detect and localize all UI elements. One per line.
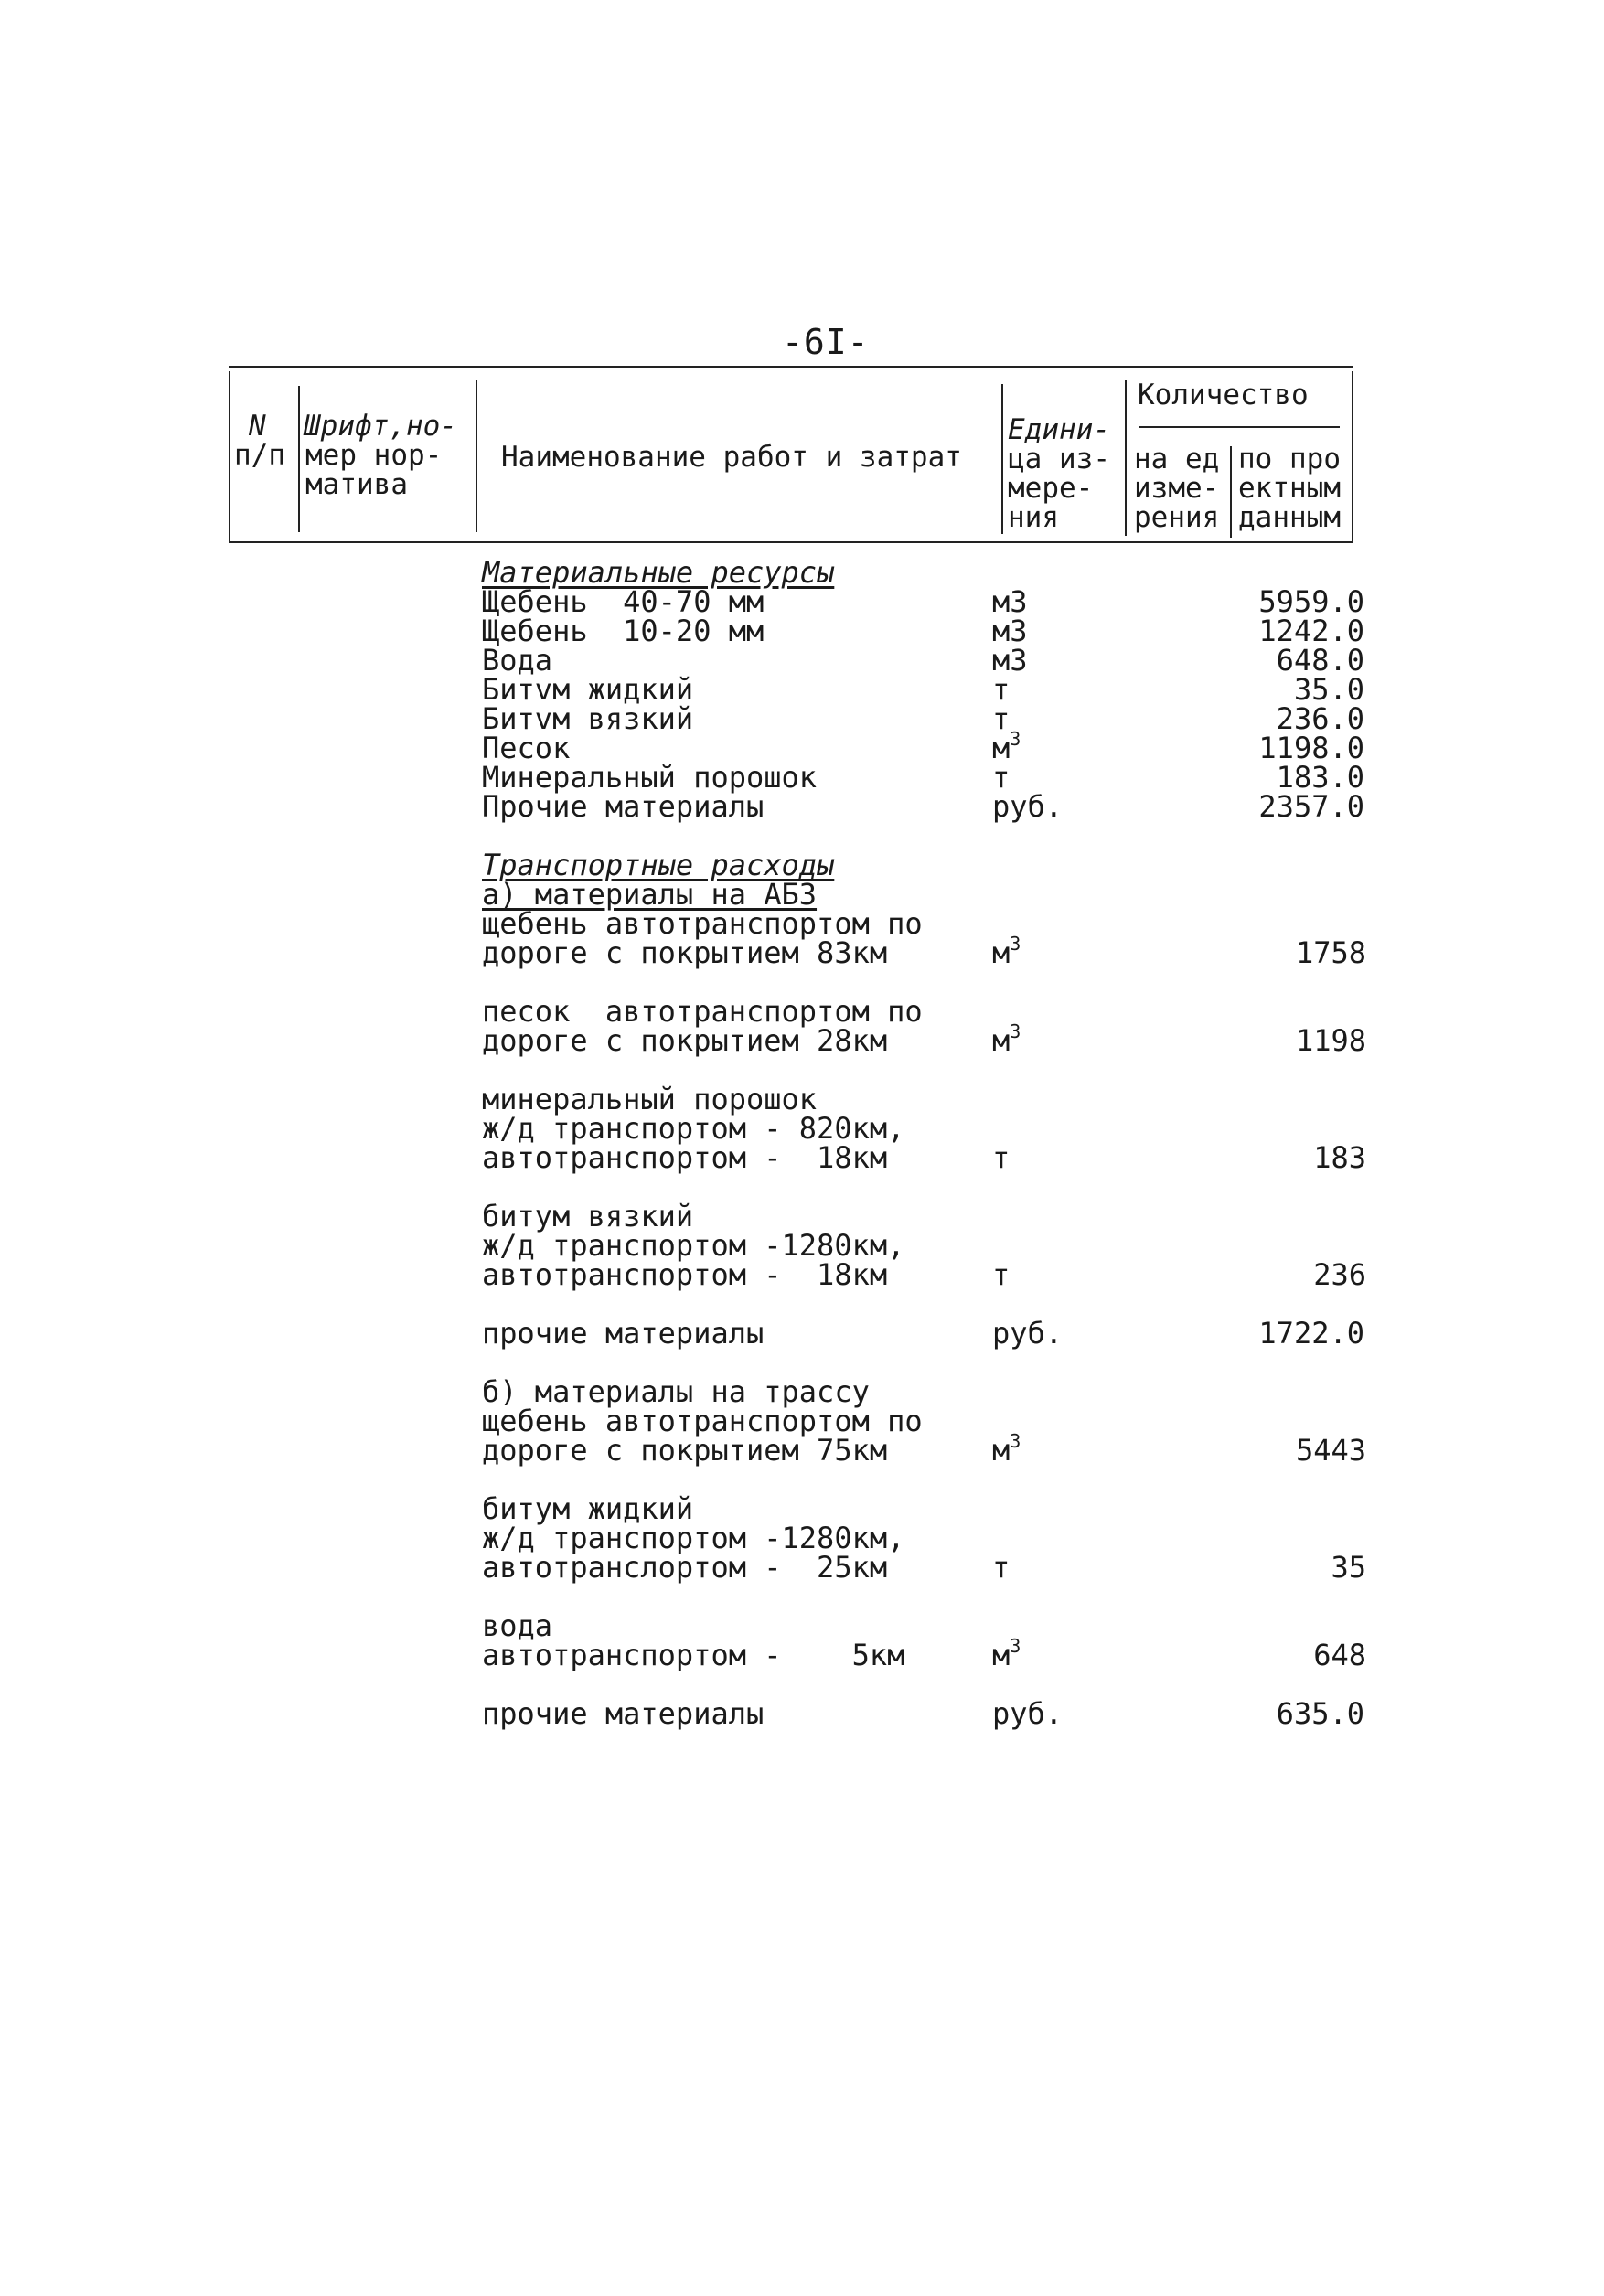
page-number: -6I- bbox=[782, 322, 870, 362]
transport-item-unit bbox=[992, 1635, 1021, 1672]
header-col-qty-per-unit: рения bbox=[1134, 501, 1220, 534]
header-col-num: п/п bbox=[234, 439, 285, 472]
transport-item-line: дороге с покрытием 28км bbox=[482, 1023, 888, 1058]
transport-item-line: щебень автотранспортом по bbox=[482, 1404, 923, 1438]
transport-subsection-b: б) материалы на трассу bbox=[482, 1374, 870, 1409]
transport-item-line: ж/д транспортом -1280км, bbox=[482, 1228, 905, 1263]
transport-item-line: автотранспортом - 5км bbox=[482, 1638, 905, 1672]
header-col-code: матива bbox=[305, 468, 408, 501]
transport-item-line: ж/д транспортом -1280км, bbox=[482, 1521, 905, 1555]
material-name: Минеральный порошок bbox=[482, 760, 818, 795]
transport-item-line: минеральный порошок bbox=[482, 1082, 818, 1116]
header-col-qty: Количество bbox=[1138, 379, 1309, 411]
material-name: Песок bbox=[482, 731, 571, 765]
unit-text: м bbox=[992, 1638, 1011, 1672]
transport-item-line: ж/д транспортом - 820км, bbox=[482, 1111, 905, 1146]
transport-item-line: прочие материалы bbox=[482, 1316, 765, 1351]
material-qty: 2357.0 bbox=[1258, 789, 1364, 824]
material-qty: 1242.0 bbox=[1258, 614, 1364, 648]
unit-text: м bbox=[992, 1023, 1011, 1058]
transport-item-line: автотранспортом - 18км bbox=[482, 1140, 888, 1175]
transport-item-qty: 35 bbox=[1331, 1550, 1366, 1585]
material-qty: 1198.0 bbox=[1258, 731, 1364, 765]
unit-superscript: 3 bbox=[1010, 1430, 1021, 1452]
header-col-unit: ца из- bbox=[1008, 443, 1110, 475]
material-unit: руб. bbox=[992, 789, 1064, 824]
material-qty: 5959.0 bbox=[1258, 584, 1364, 619]
transport-item-line: щебень автотранспортом по bbox=[482, 906, 923, 941]
unit-text: м bbox=[992, 935, 1011, 970]
transport-item-qty: 236 bbox=[1313, 1257, 1366, 1292]
transport-item-qty: 1722.0 bbox=[1258, 1316, 1364, 1351]
transport-item-unit: т bbox=[992, 1550, 1011, 1585]
transport-item-qty: 183 bbox=[1313, 1140, 1366, 1175]
transport-item-line: автотранспортом - 18км bbox=[482, 1257, 888, 1292]
material-qty: 648.0 bbox=[1276, 643, 1364, 678]
header-col-code: мер нор- bbox=[305, 439, 443, 472]
header-col-unit: мере- bbox=[1008, 472, 1094, 505]
transport-item-qty: 648 bbox=[1313, 1638, 1366, 1672]
header-col-code: Шрифт,но- bbox=[304, 410, 457, 443]
materials-title: Материальные ресурсы bbox=[482, 555, 835, 590]
header-col-num: N bbox=[249, 410, 266, 443]
transport-item-unit bbox=[992, 1430, 1021, 1468]
transport-item-line: дороге с покрытием 83км bbox=[482, 935, 888, 970]
material-name: Прочие материалы bbox=[482, 789, 765, 824]
transport-title: Транспортные расходы bbox=[482, 848, 835, 882]
unit-superscript: 3 bbox=[1010, 933, 1021, 955]
material-name: Щебень 40-70 мм bbox=[482, 584, 765, 619]
header-col-qty-project: по про bbox=[1238, 443, 1341, 475]
transport-item-line: песок автотранспортом по bbox=[482, 994, 923, 1029]
material-name: Щебень 10-20 мм bbox=[482, 614, 765, 648]
header-col-name: Наименование работ и затрат bbox=[501, 441, 962, 474]
material-unit bbox=[992, 728, 1021, 765]
transport-item-line: дороге с покрытием 75км bbox=[482, 1433, 888, 1468]
header-col-qty-per-unit: изме- bbox=[1134, 472, 1220, 505]
material-qty: 183.0 bbox=[1276, 760, 1364, 795]
transport-item-unit: т bbox=[992, 1257, 1011, 1292]
transport-item-line: автотранслортом - 25км bbox=[482, 1550, 888, 1585]
transport-item-line: прочие материалы bbox=[482, 1696, 765, 1731]
transport-item-qty: 1198 bbox=[1295, 1023, 1366, 1058]
unit-superscript: 3 bbox=[1010, 1020, 1021, 1042]
transport-item-line: битум жидкий bbox=[482, 1491, 694, 1526]
material-name: Битvм вязкий bbox=[482, 701, 694, 736]
transport-item-line: вода bbox=[482, 1608, 553, 1643]
header-col-qty-project: ектным bbox=[1238, 472, 1341, 505]
unit-text: м bbox=[992, 731, 1011, 765]
unit-superscript: 3 bbox=[1010, 728, 1021, 750]
material-name: Битvм жидкий bbox=[482, 672, 694, 707]
material-name: Вода bbox=[482, 643, 553, 678]
transport-item-qty: 635.0 bbox=[1276, 1696, 1364, 1731]
header-col-unit: Едини- bbox=[1008, 413, 1110, 446]
transport-subsection-a: а) материалы на АБЗ bbox=[482, 877, 818, 912]
unit-superscript: 3 bbox=[1010, 1635, 1021, 1657]
material-unit: м3 bbox=[992, 584, 1028, 619]
material-unit: т bbox=[992, 672, 1011, 707]
transport-item-unit: т bbox=[992, 1140, 1011, 1175]
transport-item-qty: 5443 bbox=[1295, 1433, 1366, 1468]
material-unit: м3 bbox=[992, 643, 1028, 678]
transport-item-unit: руб. bbox=[992, 1316, 1064, 1351]
material-qty: 236.0 bbox=[1276, 701, 1364, 736]
material-qty: 35.0 bbox=[1293, 672, 1364, 707]
transport-item-unit: руб. bbox=[992, 1696, 1064, 1731]
header-col-qty-per-unit: на ед bbox=[1134, 443, 1220, 475]
material-unit: т bbox=[992, 760, 1011, 795]
transport-item-unit bbox=[992, 1020, 1021, 1058]
transport-item-unit bbox=[992, 933, 1021, 970]
header-col-qty-project: данным bbox=[1238, 501, 1341, 534]
header-col-unit: ния bbox=[1008, 501, 1059, 534]
material-unit: т bbox=[992, 701, 1011, 736]
transport-item-qty: 1758 bbox=[1295, 935, 1366, 970]
material-unit: м3 bbox=[992, 614, 1028, 648]
transport-item-line: битум вязкий bbox=[482, 1199, 694, 1233]
unit-text: м bbox=[992, 1433, 1011, 1468]
